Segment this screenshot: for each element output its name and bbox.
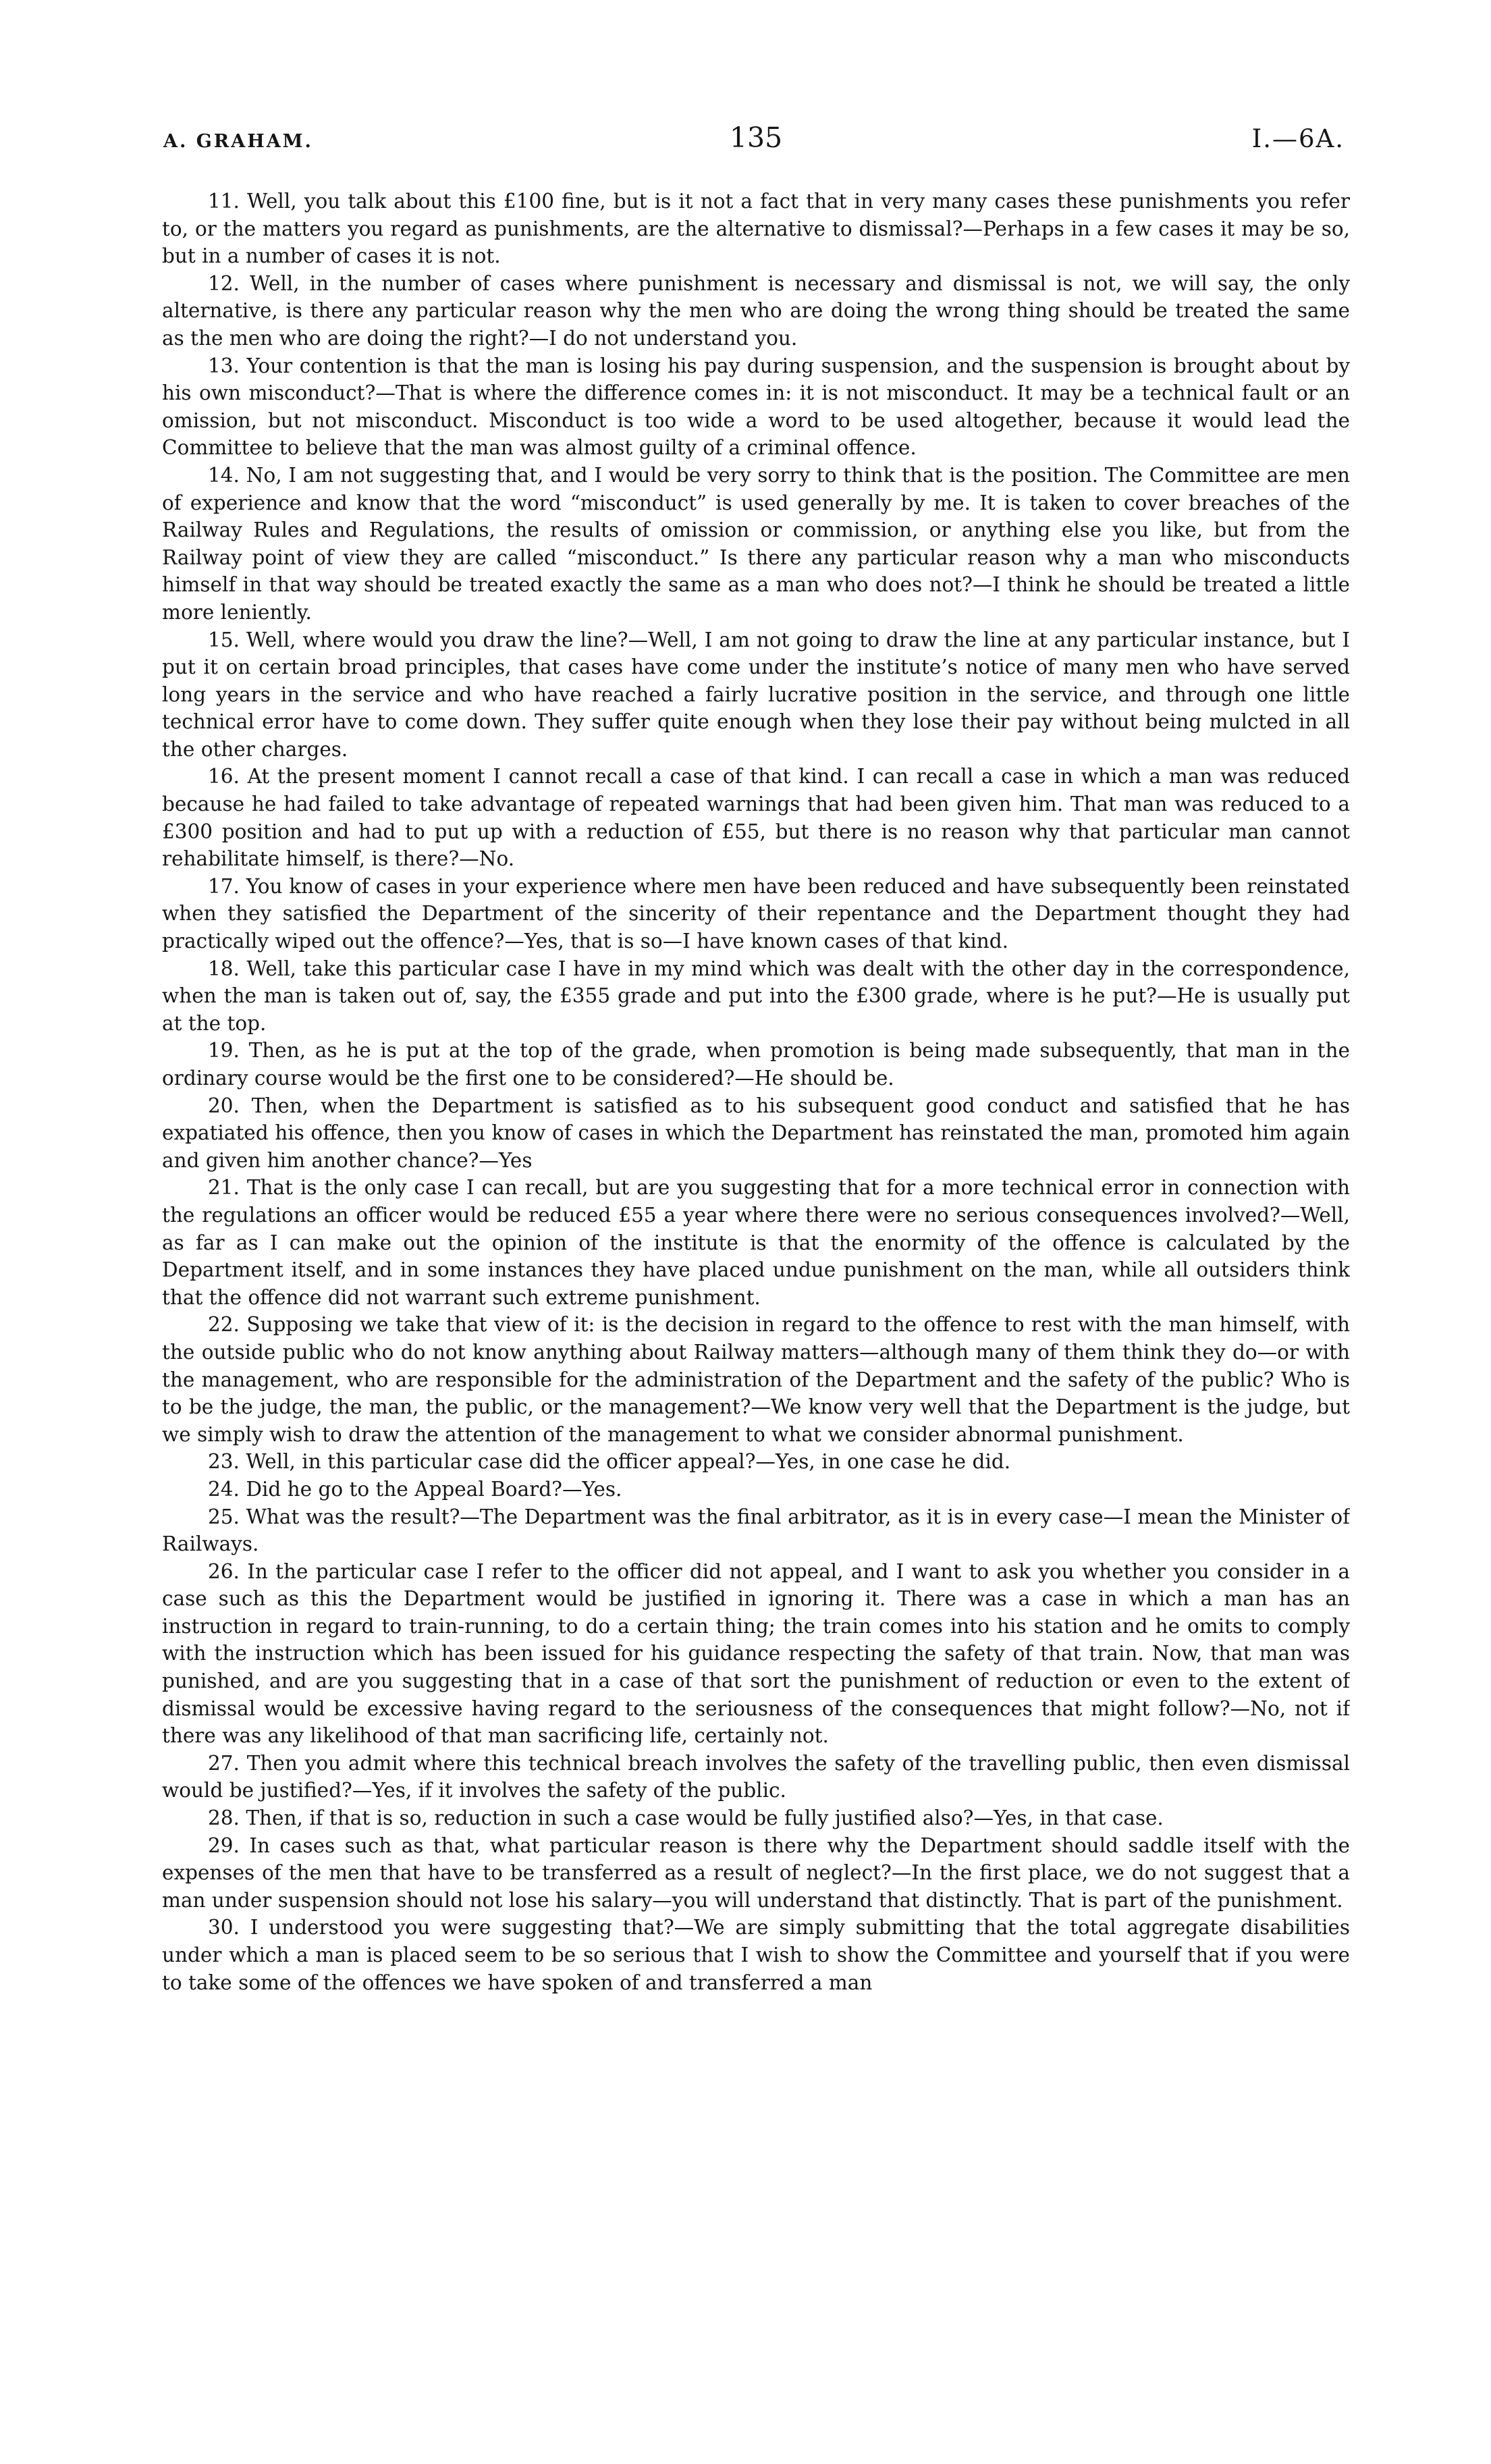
paragraph-text: What was the result?—The Department was the final arbitrator, as it is in every case—I mean the Minister of Railways. bbox=[162, 1505, 1350, 1556]
paragraph-text: At the present moment I cannot recall a case of that kind. I can recall a case in which a man was reduced because he had failed to take advantage of repeated warnings that had been given him. That man was reduced to a £300 position and had to put up with a reduction of £55, but there is no reason why that particular man cannot rehabilitate himself, is there?—No. bbox=[162, 765, 1350, 871]
paragraph-text: Well, take this particular case I have in my mind which was dealt with the other day in the correspondence, when the man is taken out of, say, the £355 grade and put into the £300 grade, where is he put?—He is usually put at the top. bbox=[162, 957, 1350, 1035]
paragraph-text: Then, when the Department is satisfied as to his subsequent good conduct and satisfied that he has expatiated his offence, then you know of cases in which the Department has reinstated the man, promoted him again and given him another chance?—Yes bbox=[162, 1094, 1350, 1172]
paragraph-number: 29. bbox=[208, 1833, 240, 1857]
paragraph bbox=[162, 1914, 1350, 1996]
paragraph-text: Then you admit where this technical breach involves the safety of the travelling public, then even dismissal would be justified?—Yes, if it involves the safety of the public. bbox=[162, 1751, 1350, 1802]
paragraph bbox=[162, 1174, 1350, 1311]
paragraph-text: You know of cases in your experience where men have been reduced and have subsequently been reinstated when they satisfied the Department of the sincerity of their repentance and the Department thought they had practically wiped out the offence?—Yes, that is so—I have known cases of that kind. bbox=[162, 874, 1350, 953]
paragraph bbox=[162, 462, 1350, 626]
paragraph bbox=[162, 955, 1350, 1038]
paragraph-number: 28. bbox=[208, 1806, 240, 1830]
paragraph-text: In cases such as that, what particular reason is there why the Department should saddle itself with the expenses of the men that have to be transferred as a result of neglect?—In the first place, we do not suggest that a man under suspension should not lose his salary—you will understand that distinctly. That is part of the punishment. bbox=[162, 1833, 1350, 1912]
paragraph-number: 25. bbox=[208, 1505, 240, 1528]
paragraph bbox=[162, 352, 1350, 462]
paragraph bbox=[162, 1476, 1350, 1503]
paragraph bbox=[162, 1448, 1350, 1476]
paragraph bbox=[162, 1092, 1350, 1175]
paragraph-number: 17. bbox=[208, 874, 240, 898]
document-body bbox=[162, 188, 1350, 1996]
paragraph-number: 23. bbox=[208, 1450, 240, 1474]
paragraph bbox=[162, 1832, 1350, 1914]
paragraph-number: 18. bbox=[208, 957, 240, 980]
paragraph bbox=[162, 1503, 1350, 1558]
page-number: 135 bbox=[729, 122, 783, 154]
paragraph-number: 30. bbox=[208, 1916, 240, 1939]
paragraph-number: 24. bbox=[208, 1477, 240, 1501]
paragraph bbox=[162, 1037, 1350, 1092]
paragraph bbox=[162, 1750, 1350, 1804]
paragraph bbox=[162, 626, 1350, 764]
paragraph-number: 15. bbox=[208, 628, 240, 651]
paragraph-text: Well, where would you draw the line?—Well, I am not going to draw the line at any particular instance, but I put it on certain broad principles, that cases have come under the institute’s notice of many men who have served long years in the service and who have reached a fairly lucrative position in the service, and through one little technical error have to come down. They suffer quite enough when they lose their pay without being mulcted in all the other charges. bbox=[162, 628, 1350, 761]
paragraph-text: In the particular case I refer to the officer did not appeal, and I want to ask you whether you consider in a case such as this the Department would be justified in ignoring it. There was a case in which a man has an instruction in regard to train-running, to do a certain thing; the train comes into his station and he omits to comply with the instruction which has been issued for his guidance respecting the safety of that train. Now, that man was punished, and are you suggesting that in a case of that sort the punishment of reduction or even to the extent of dismissal would be excessive having regard to the seriousness of the consequences that might follow?—No, not if there was any likelihood of that man sacrificing life, certainly not. bbox=[162, 1559, 1350, 1748]
paragraph bbox=[162, 1804, 1350, 1832]
document-page bbox=[162, 122, 1350, 2403]
paragraph-text: Well, in the number of cases where punishment is necessary and dismissal is not, we will say, the only alternative, is there any particular reason why the men who are doing the wrong thing should be treated the same as the men who are doing the right?—I do not understand you. bbox=[162, 271, 1350, 350]
paragraph-number: 20. bbox=[208, 1094, 240, 1117]
paragraph-text: Well, in this particular case did the officer appeal?—Yes, in one case he did. bbox=[246, 1450, 1011, 1474]
paragraph-text: Then, as he is put at the top of the grade, when promotion is being made subsequently, that man in the ordinary course would be the first one to be considered?—He should be. bbox=[162, 1039, 1350, 1090]
paragraph-number: 16. bbox=[208, 765, 240, 788]
paragraph-number: 27. bbox=[208, 1751, 240, 1775]
paragraph-text: Well, you talk about this £100 fine, but is it not a fact that in very many cases these punishments you refer to, or the matters you regard as punishments, are the alternative to dismissal?—Perhaps in a few cases it may be so, but in a number of cases it is not. bbox=[162, 190, 1350, 268]
witness-name: A. GRAHAM. bbox=[163, 131, 313, 152]
page-header bbox=[162, 122, 1350, 169]
paragraph-text: Then, if that is so, reduction in such a case would be fully justified also?—Yes, in that case. bbox=[246, 1806, 1164, 1830]
paragraph-number: 19. bbox=[208, 1039, 240, 1063]
paragraph bbox=[162, 1558, 1350, 1750]
paragraph-number: 13. bbox=[208, 354, 240, 377]
paragraph-text: That is the only case I can recall, but are you suggesting that for a more technical error in connection with the regulations an officer would be reduced £55 a year where there were no serious consequences involved?—Well, as far as I can make out the opinion of the institute is that the enormity of the offence is calculated by the Department itself, and in some instances they have placed undue punishment on the man, while all outsiders think that the offence did not warrant such extreme punishment. bbox=[162, 1176, 1350, 1309]
paragraph-number: 22. bbox=[208, 1313, 240, 1337]
paragraph-number: 21. bbox=[208, 1176, 240, 1200]
paragraph-number: 12. bbox=[208, 271, 240, 295]
paragraph bbox=[162, 1311, 1350, 1448]
paragraph-number: 14. bbox=[208, 463, 240, 487]
paragraph-text: Supposing we take that view of it: is the decision in regard to the offence to rest with the man himself, with the outside public who do not know anything about Railway matters—although many of them think they do—or with the management, who are responsible for the administration of the Department and the safety of the public? Who is to be the judge, the man, the public, or the management?—We know very well that the Department is the judge, but we simply wish to draw the attention of the management to what we consider abnormal punishment. bbox=[162, 1313, 1350, 1446]
paragraph-number: 11. bbox=[208, 190, 240, 213]
paragraph bbox=[162, 188, 1350, 270]
paragraph bbox=[162, 270, 1350, 352]
document-reference: I.—6A. bbox=[1251, 124, 1345, 153]
paragraph-text: No, I am not suggesting that, and I would be very sorry to think that is the position. The Committee are men of experience and know that the word “misconduct” is used generally by me. It is taken to cover breaches of the Railway Rules and Regulations, the results of omission or commission, or anything else you like, but from the Railway point of view they are called “misconduct.” Is there any particular reason why a man who misconducts himself in that way should be treated exactly the same as a man who does not?—I think he should be treated a little more leniently. bbox=[162, 463, 1350, 624]
paragraph-text: I understood you were suggesting that?—We are simply submitting that the total aggregate disabilities under which a man is placed seem to be so serious that I wish to show the Committee and yourself that if you were to take some of the offences we have spoken of and transferred a man bbox=[162, 1916, 1350, 1994]
paragraph-text: Did he go to the Appeal Board?—Yes. bbox=[246, 1477, 622, 1501]
paragraph bbox=[162, 763, 1350, 872]
paragraph-text: Your contention is that the man is losing his pay during suspension, and the suspension is brought about by his own misconduct?—That is where the difference comes in: it is not misconduct. It may be a technical fault or an omission, but not misconduct. Misconduct is too wide a word to be used altogether, because it would lead the Committee to believe that the man was almost guilty of a criminal offence. bbox=[162, 354, 1350, 460]
paragraph-number: 26. bbox=[208, 1559, 240, 1583]
paragraph bbox=[162, 873, 1350, 955]
